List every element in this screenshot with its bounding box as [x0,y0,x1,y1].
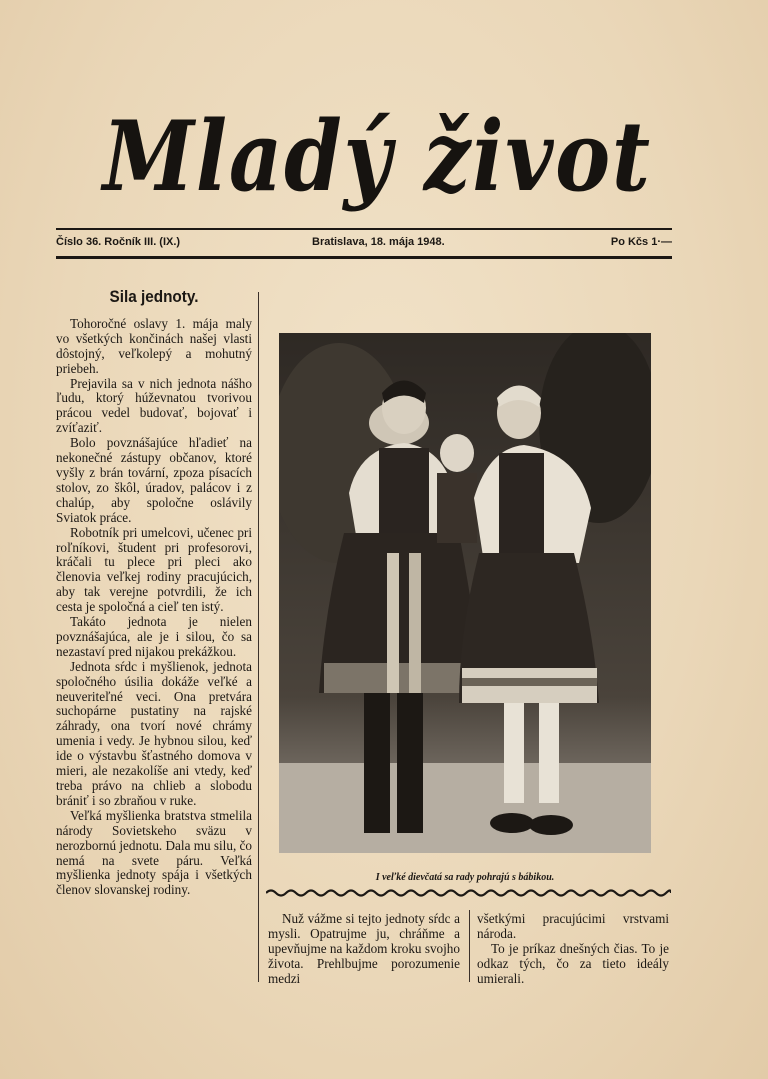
article-paragraph: Tohoročné oslavy 1. mája maly vo všetkých končinách našej vlasti dôstojný, veľkolepý a mohutný priebeh. [56,315,252,376]
article-paragraph: všetkými pracujúcimi vrstvami národa. [477,911,669,941]
article-column-middle [268,912,460,987]
article-column-left [56,287,252,898]
article-paragraph: Robotník pri umelcovi, učenec pri roľníkovi, študent pri profesorovi, kráčali tu plece pri pleci ako členovia veľkej rodiny pracujúcich, aby tak verejne potvrdili, že ich cesta je spoločná a cieľ ten istý. [56,524,252,615]
photo-caption: I veľké dievčatá sa rady pohrajú s bábikou. [375,872,555,883]
article-title: Sila jednoty. [109,287,199,306]
article-paragraph: Prejavila sa v nich jednota nášho ľudu, ktorý húževnatou tvorivou prácou vedel budovať, bojovať i zvíťaziť. [56,375,252,436]
article-paragraph: Jednota sŕdc i myšlienok, jednota spoločného úsilia dokáže veľké a neuveriteľné veci. Ona pretvára suchopárne pustatiny na rajské záhrady, ona tvorí nové chrámy umenia i vedy. Je hybnou silou, keď ide o výstavbu šťastného domova v mieri, ale nezakolíše ani vtedy, keď treba právo na chlieb a slobodu brániť i so zbraňou v ruke. [56,658,252,808]
article-column-right [477,912,669,987]
newspaper-masthead: Mladý život [102,100,652,213]
header-rule-top [56,228,672,230]
issue-number: Číslo 36. Ročník III. (IX.) [56,236,181,248]
article-paragraph: Veľká myšlienka bratstva stmelila národy Sovietskeho sväzu v nerozbornú jednotu. Dala mu silu, čo nemá na svete páru. Veľká myšlienka jednoty spája i všetkých členov slovanskej rodiny. [56,807,252,898]
article-paragraph: To je príkaz dnešných čias. To je odkaz tých, čo za tieto ideály umierali. [477,940,669,986]
header-rule-bottom [56,256,672,259]
photo-two-girls-with-doll [279,333,651,853]
wavy-divider [266,887,671,899]
column-divider-bottom [469,910,470,982]
place-date: Bratislava, 18. mája 1948. [312,236,445,248]
article-paragraph: Takáto jednota je nielen povznášajúca, ale je i silou, čo sa nezastaví pred nijakou prekážkou. [56,614,252,659]
column-divider [258,292,259,982]
article-paragraph: Bolo povznášajúce hľadieť na nekonečné zástupy občanov, ktoré vyšly z brán tovární, zpoza písacích stolov, zo škôl, úradov, palácov i z chalúp, aby spoločne oslávily Sviatok práce. [56,435,252,525]
issue-info-line [56,236,672,252]
article-paragraph: Nuž vážme si tejto jednoty sŕdc a mysli. Opatrujme ju, chráňme a upevňujme na každom kroku svojho života. Prehlbujme porozumenie medzi [268,911,460,986]
price: Po Kčs 1·— [610,236,672,248]
